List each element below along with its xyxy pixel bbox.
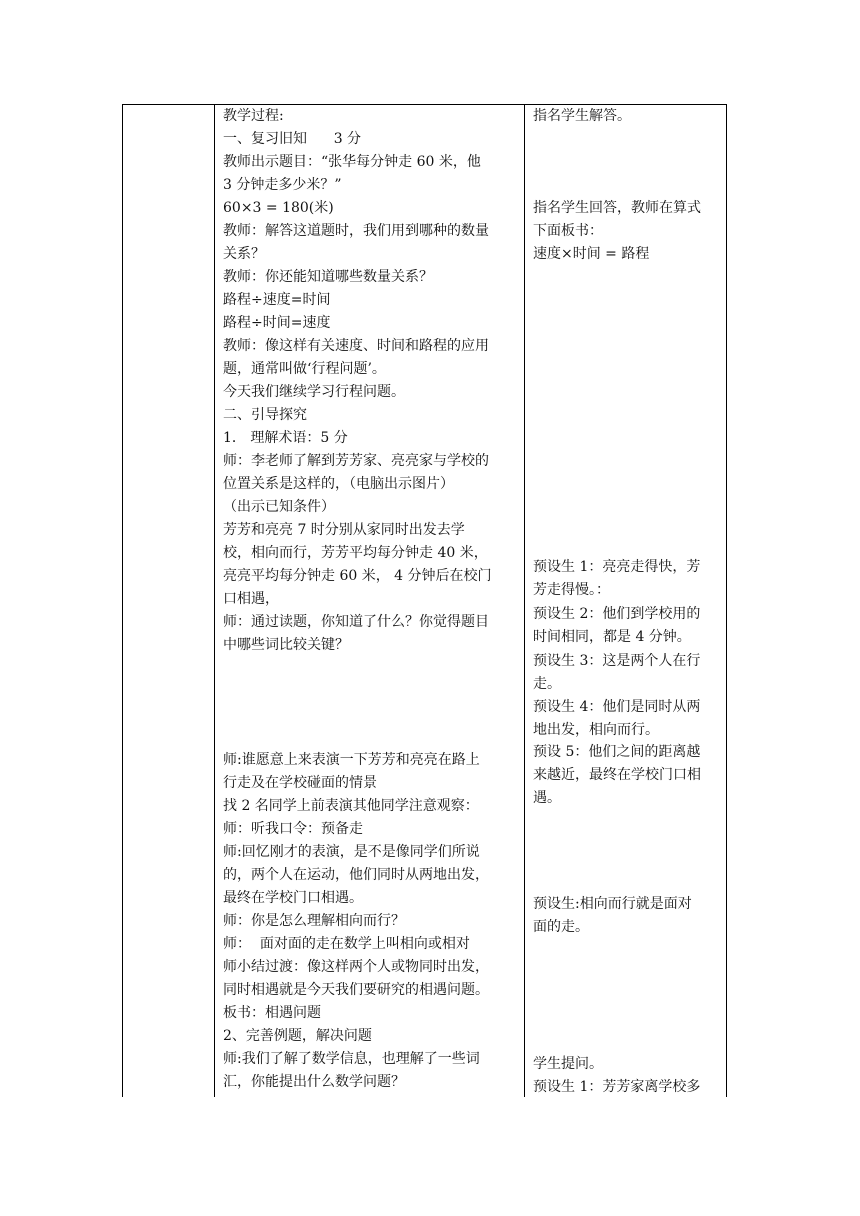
process-line: 一、复习旧知 3 分 xyxy=(223,131,362,147)
activity-line: 地出发，相向而行。 xyxy=(533,722,659,738)
process-line xyxy=(223,657,523,680)
activity-line: 预设生 4：他们是同时从两 xyxy=(533,699,701,715)
activity-note xyxy=(533,741,725,810)
process-line: 教师：解答这道题时，我们用到哪种的数量 xyxy=(223,223,489,239)
activity-line: 指名学生解答。 xyxy=(533,108,631,124)
process-line: 师：李老师了解到芳芳家、亮亮家与学校的 xyxy=(223,453,489,469)
process-line: 2、完善例题，解决问题 xyxy=(223,1028,372,1044)
process-line xyxy=(223,726,523,749)
process-line: 教师：你还能知道哪些数量关系？ xyxy=(223,269,433,285)
table-left-border xyxy=(122,104,123,1097)
process-line: 师：通过读题，你知道了什么？你觉得题目 xyxy=(223,614,489,630)
process-line: 师:我们了解了数学信息，也理解了一些词 xyxy=(223,1051,480,1067)
activity-note xyxy=(533,650,725,696)
process-line xyxy=(223,680,523,703)
activity-line: 指名学生回答，教师在算式 xyxy=(533,200,701,216)
table-right-border xyxy=(726,104,727,1097)
table-divider-1 xyxy=(214,104,215,1097)
process-line: 师:回忆刚才的表演，是不是像同学们所说 xyxy=(223,844,480,860)
process-line: 关系？ xyxy=(223,246,265,262)
process-line: 最终在学校门口相遇。 xyxy=(223,890,363,906)
activity-line: 预设 5：他们之间的距离越 xyxy=(533,744,701,760)
activity-note xyxy=(533,1053,725,1099)
activity-line: 来越近，最终在学校门口相 xyxy=(533,767,701,783)
activity-line: 预设生 3：这是两个人在行 xyxy=(533,653,701,669)
process-line: 芳芳和亮亮 7 时分别从家同时出发去学 xyxy=(223,522,465,538)
process-line: 板书：相遇问题 xyxy=(223,1005,321,1021)
process-line: 汇，你能提出什么数学问题？ xyxy=(223,1074,405,1090)
activity-line: 预设生 2：他们到学校用的 xyxy=(533,606,701,622)
process-line: 行走及在学校碰面的情景 xyxy=(223,775,377,791)
table-divider-2 xyxy=(524,104,525,1097)
process-line: 亮亮平均每分钟走 60 米， 4 分钟后在校门 xyxy=(223,568,492,584)
process-line: 教师出示题目：“张华每分钟走 60 米，他 xyxy=(223,154,481,170)
process-line: 师：听我口令：预备走 xyxy=(223,821,363,837)
process-line xyxy=(223,703,523,726)
activity-note xyxy=(533,696,725,742)
process-line: 1． 理解术语：5 分 xyxy=(223,430,348,446)
activity-line: 走。 xyxy=(533,676,561,692)
activity-note xyxy=(533,197,725,266)
process-line: 中哪些词比较关键？ xyxy=(223,637,349,653)
activity-line: 下面板书： xyxy=(533,223,603,239)
activity-line: 时间相同，都是 4 分钟。 xyxy=(533,629,691,645)
activity-line: 预设生:相向而行就是面对 xyxy=(533,896,692,912)
process-line: 校，相向而行，芳芳平均每分钟走 40 米， xyxy=(223,545,488,561)
process-line: 题，通常叫做‘行程问题’。 xyxy=(223,361,386,377)
process-line: 同时相遇就是今天我们要研究的相遇问题。 xyxy=(223,982,489,998)
process-line: 教学过程: xyxy=(223,108,284,124)
activity-line: 面的走。 xyxy=(533,919,589,935)
activity-line: 芳走得慢。： xyxy=(533,582,610,598)
process-line: （出示已知条件） xyxy=(223,499,335,515)
process-line: 3 分钟走多少米？” xyxy=(223,177,342,193)
process-line: 教师：像这样有关速度、时间和路程的应用 xyxy=(223,338,489,354)
activity-line: 速度×时间 = 路程 xyxy=(533,246,650,262)
process-line: 二、引导探究 xyxy=(223,407,307,423)
process-line: 的，两个人在运动，他们同时从两地出发， xyxy=(223,867,489,883)
process-line: 口相遇， xyxy=(223,591,279,607)
process-line: 路程÷速度=时间 xyxy=(223,292,331,308)
process-line: 师：你是怎么理解相向而行？ xyxy=(223,913,405,929)
activity-note xyxy=(533,105,725,128)
process-line: 路程÷时间=速度 xyxy=(223,315,331,331)
process-line: 师:谁愿意上来表演一下芳芳和亮亮在路上 xyxy=(223,752,480,768)
process-line: 师小结过渡：像这样两个人或物同时出发， xyxy=(223,959,489,975)
activity-note xyxy=(533,603,725,649)
process-line: 60×3 = 180(米) xyxy=(223,200,334,216)
activity-note xyxy=(533,556,725,602)
process-line: 师： 面对面的走在数学上叫相向或相对 xyxy=(223,936,470,952)
process-line: 今天我们继续学习行程问题。 xyxy=(223,384,405,400)
process-line: 位置关系是这样的，（电脑出示图片） xyxy=(223,476,454,492)
activity-line: 学生提问。 xyxy=(533,1056,603,1072)
activity-line: 预设生 1：亮亮走得快，芳 xyxy=(533,559,701,575)
teaching-process-column xyxy=(223,105,523,1094)
activity-note xyxy=(533,893,725,939)
process-line: 找 2 名同学上前表演其他同学注意观察： xyxy=(223,798,479,814)
activity-line: 预设生 1：芳芳家离学校多 xyxy=(533,1079,701,1095)
activity-line: 遇。 xyxy=(533,790,561,806)
